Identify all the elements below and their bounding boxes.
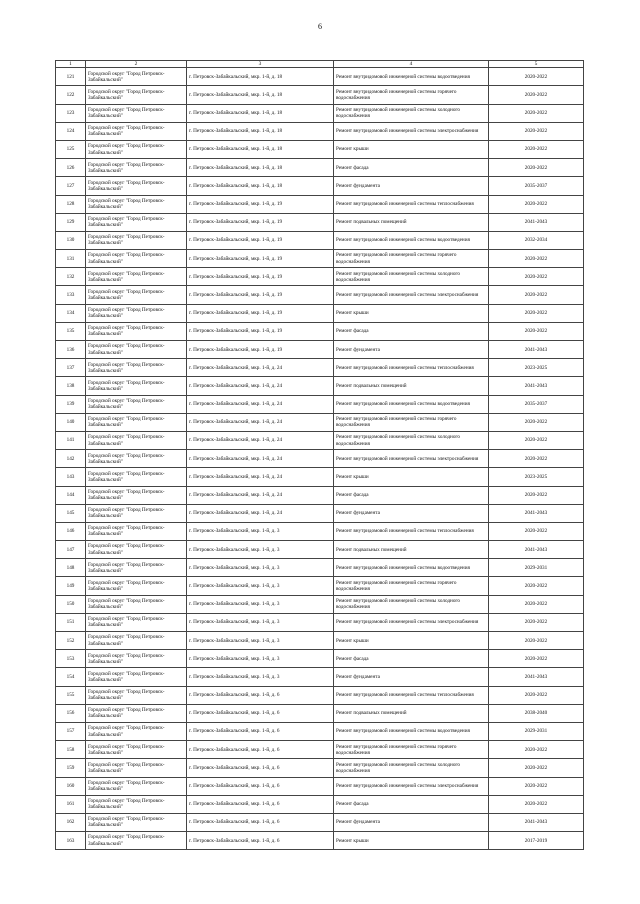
period-cell: 2020-2022: [489, 159, 584, 177]
address-cell: г. Петровск-Забайкальский, мкр. 1-й, д. 6: [187, 813, 334, 831]
address-cell: г. Петровск-Забайкальский, мкр. 1-й, д. 24: [187, 377, 334, 395]
work-type-cell: Ремонт фундамента: [334, 504, 489, 522]
municipality-cell: Городской округ "Город Петровск-Забайкальский": [86, 286, 187, 304]
municipality-cell: Городской округ "Город Петровск-Забайкальский": [86, 559, 187, 577]
address-cell: г. Петровск-Забайкальский, мкр. 1-й, д. 24: [187, 359, 334, 377]
municipality-cell: Городской округ "Город Петровск-Забайкальский": [86, 504, 187, 522]
row-number-cell: 147: [56, 541, 86, 559]
table-row: [56, 795, 584, 813]
row-number-cell: 163: [56, 832, 86, 850]
table-row: [56, 231, 584, 249]
period-cell: 2020-2022: [489, 741, 584, 759]
work-type-cell: Ремонт подвальных помещений: [334, 541, 489, 559]
row-number-cell: 148: [56, 559, 86, 577]
row-number-cell: 125: [56, 140, 86, 158]
municipality-cell: Городской округ "Город Петровск-Забайкальский": [86, 68, 187, 86]
row-number-cell: 124: [56, 122, 86, 140]
row-number-cell: 134: [56, 304, 86, 322]
repair-schedule-table: [55, 60, 584, 850]
table-row: [56, 595, 584, 613]
table-row: [56, 668, 584, 686]
municipality-cell: Городской округ "Город Петровск-Забайкальский": [86, 813, 187, 831]
period-cell: 2020-2022: [489, 650, 584, 668]
municipality-cell: Городской округ "Город Петровск-Забайкальский": [86, 268, 187, 286]
row-number-cell: 142: [56, 450, 86, 468]
period-cell: 2023-2025: [489, 468, 584, 486]
municipality-cell: Городской округ "Город Петровск-Забайкальский": [86, 250, 187, 268]
period-cell: 2020-2022: [489, 104, 584, 122]
column-header: 5: [489, 61, 584, 68]
work-type-cell: Ремонт внутридомовой инженерной системы теплоснабжения: [334, 686, 489, 704]
address-cell: г. Петровск-Забайкальский, мкр. 1-й, д. 18: [187, 86, 334, 104]
period-cell: 2020-2022: [489, 595, 584, 613]
address-cell: г. Петровск-Забайкальский, мкр. 1-й, д. 24: [187, 468, 334, 486]
table-row: [56, 632, 584, 650]
work-type-cell: Ремонт внутридомовой инженерной системы холодного водоснабжения: [334, 431, 489, 449]
table-row: [56, 268, 584, 286]
work-type-cell: Ремонт внутридомовой инженерной системы холодного водоснабжения: [334, 595, 489, 613]
table-row: [56, 122, 584, 140]
municipality-cell: Городской округ "Город Петровск-Забайкальский": [86, 795, 187, 813]
row-number-cell: 144: [56, 486, 86, 504]
municipality-cell: Городской округ "Город Петровск-Забайкальский": [86, 122, 187, 140]
table-row: [56, 486, 584, 504]
work-type-cell: Ремонт крыши: [334, 468, 489, 486]
work-type-cell: Ремонт внутридомовой инженерной системы горячего водоснабжения: [334, 741, 489, 759]
municipality-cell: Городской округ "Город Петровск-Забайкальский": [86, 322, 187, 340]
table-row: [56, 777, 584, 795]
table-body: [56, 68, 584, 850]
address-cell: г. Петровск-Забайкальский, мкр. 1-й, д. 6: [187, 832, 334, 850]
table-row: [56, 741, 584, 759]
row-number-cell: 149: [56, 577, 86, 595]
work-type-cell: Ремонт крыши: [334, 832, 489, 850]
period-cell: 2020-2022: [489, 522, 584, 540]
work-type-cell: Ремонт фундамента: [334, 813, 489, 831]
table-row: [56, 650, 584, 668]
period-cell: 2032-2034: [489, 231, 584, 249]
municipality-cell: Городской округ "Город Петровск-Забайкальский": [86, 486, 187, 504]
period-cell: 2020-2022: [489, 413, 584, 431]
period-cell: 2020-2022: [489, 140, 584, 158]
period-cell: 2035-2037: [489, 395, 584, 413]
period-cell: 2020-2022: [489, 68, 584, 86]
work-type-cell: Ремонт внутридомовой инженерной системы холодного водоснабжения: [334, 104, 489, 122]
work-type-cell: Ремонт внутридомовой инженерной системы электроснабжения: [334, 286, 489, 304]
address-cell: г. Петровск-Забайкальский, мкр. 1-й, д. 24: [187, 486, 334, 504]
address-cell: г. Петровск-Забайкальский, мкр. 1-й, д. 18: [187, 140, 334, 158]
municipality-cell: Городской округ "Город Петровск-Забайкальский": [86, 595, 187, 613]
address-cell: г. Петровск-Забайкальский, мкр. 1-й, д. 24: [187, 395, 334, 413]
work-type-cell: Ремонт фасада: [334, 159, 489, 177]
row-number-cell: 137: [56, 359, 86, 377]
table-row: [56, 159, 584, 177]
period-cell: 2020-2022: [489, 686, 584, 704]
table-row: [56, 177, 584, 195]
row-number-cell: 158: [56, 741, 86, 759]
work-type-cell: Ремонт внутридомовой инженерной системы электроснабжения: [334, 122, 489, 140]
table-row: [56, 322, 584, 340]
period-cell: 2017-2019: [489, 832, 584, 850]
address-cell: г. Петровск-Забайкальский, мкр. 1-й, д. 3: [187, 668, 334, 686]
period-cell: 2023-2025: [489, 359, 584, 377]
row-number-cell: 154: [56, 668, 86, 686]
address-cell: г. Петровск-Забайкальский, мкр. 1-й, д. 6: [187, 722, 334, 740]
municipality-cell: Городской округ "Город Петровск-Забайкальский": [86, 177, 187, 195]
work-type-cell: Ремонт фундамента: [334, 341, 489, 359]
work-type-cell: Ремонт крыши: [334, 140, 489, 158]
municipality-cell: Городской округ "Город Петровск-Забайкальский": [86, 522, 187, 540]
row-number-cell: 130: [56, 231, 86, 249]
municipality-cell: Городской округ "Город Петровск-Забайкальский": [86, 741, 187, 759]
municipality-cell: Городской округ "Город Петровск-Забайкальский": [86, 86, 187, 104]
work-type-cell: Ремонт фундамента: [334, 668, 489, 686]
address-cell: г. Петровск-Забайкальский, мкр. 1-й, д. 19: [187, 304, 334, 322]
column-header: 3: [187, 61, 334, 68]
work-type-cell: Ремонт внутридомовой инженерной системы электроснабжения: [334, 450, 489, 468]
row-number-cell: 136: [56, 341, 86, 359]
row-number-cell: 159: [56, 759, 86, 777]
work-type-cell: Ремонт внутридомовой инженерной системы горячего водоснабжения: [334, 250, 489, 268]
municipality-cell: Городской округ "Город Петровск-Забайкальский": [86, 140, 187, 158]
period-cell: 2020-2022: [489, 759, 584, 777]
address-cell: г. Петровск-Забайкальский, мкр. 1-й, д. 19: [187, 286, 334, 304]
period-cell: 2041-2043: [489, 541, 584, 559]
row-number-cell: 151: [56, 613, 86, 631]
address-cell: г. Петровск-Забайкальский, мкр. 1-й, д. 3: [187, 577, 334, 595]
row-number-cell: 153: [56, 650, 86, 668]
table-row: [56, 195, 584, 213]
table-row: [56, 704, 584, 722]
municipality-cell: Городской округ "Город Петровск-Забайкальский": [86, 450, 187, 468]
address-cell: г. Петровск-Забайкальский, мкр. 1-й, д. 6: [187, 741, 334, 759]
address-cell: г. Петровск-Забайкальский, мкр. 1-й, д. 19: [187, 250, 334, 268]
table-row: [56, 468, 584, 486]
period-cell: 2041-2043: [489, 668, 584, 686]
address-cell: г. Петровск-Забайкальский, мкр. 1-й, д. 18: [187, 122, 334, 140]
address-cell: г. Петровск-Забайкальский, мкр. 1-й, д. 3: [187, 595, 334, 613]
work-type-cell: Ремонт внутридомовой инженерной системы горячего водоснабжения: [334, 413, 489, 431]
work-type-cell: Ремонт фасада: [334, 650, 489, 668]
row-number-cell: 131: [56, 250, 86, 268]
address-cell: г. Петровск-Забайкальский, мкр. 1-й, д. 3: [187, 632, 334, 650]
row-number-cell: 152: [56, 632, 86, 650]
municipality-cell: Городской округ "Город Петровск-Забайкальский": [86, 759, 187, 777]
table-row: [56, 541, 584, 559]
row-number-cell: 127: [56, 177, 86, 195]
municipality-cell: Городской округ "Город Петровск-Забайкальский": [86, 541, 187, 559]
address-cell: г. Петровск-Забайкальский, мкр. 1-й, д. 18: [187, 104, 334, 122]
municipality-cell: Городской округ "Город Петровск-Забайкальский": [86, 213, 187, 231]
table-row: [56, 140, 584, 158]
municipality-cell: Городской округ "Город Петровск-Забайкальский": [86, 413, 187, 431]
period-cell: 2020-2022: [489, 268, 584, 286]
work-type-cell: Ремонт внутридомовой инженерной системы холодного водоснабжения: [334, 759, 489, 777]
row-number-cell: 128: [56, 195, 86, 213]
row-number-cell: 126: [56, 159, 86, 177]
table-row: [56, 68, 584, 86]
work-type-cell: Ремонт крыши: [334, 304, 489, 322]
address-cell: г. Петровск-Забайкальский, мкр. 1-й, д. 6: [187, 759, 334, 777]
row-number-cell: 133: [56, 286, 86, 304]
municipality-cell: Городской округ "Город Петровск-Забайкальский": [86, 777, 187, 795]
work-type-cell: Ремонт внутридомовой инженерной системы теплоснабжения: [334, 522, 489, 540]
row-number-cell: 141: [56, 431, 86, 449]
municipality-cell: Городской округ "Город Петровск-Забайкальский": [86, 341, 187, 359]
period-cell: 2029-2031: [489, 559, 584, 577]
work-type-cell: Ремонт внутридомовой инженерной системы водоотведения: [334, 395, 489, 413]
period-cell: 2020-2022: [489, 777, 584, 795]
row-number-cell: 132: [56, 268, 86, 286]
row-number-cell: 122: [56, 86, 86, 104]
municipality-cell: Городской округ "Город Петровск-Забайкальский": [86, 159, 187, 177]
table-row: [56, 377, 584, 395]
period-cell: 2020-2022: [489, 250, 584, 268]
address-cell: г. Петровск-Забайкальский, мкр. 1-й, д. 24: [187, 413, 334, 431]
municipality-cell: Городской округ "Город Петровск-Забайкальский": [86, 613, 187, 631]
table-row: [56, 395, 584, 413]
address-cell: г. Петровск-Забайкальский, мкр. 1-й, д. 3: [187, 559, 334, 577]
address-cell: г. Петровск-Забайкальский, мкр. 1-й, д. 6: [187, 704, 334, 722]
table-row: [56, 431, 584, 449]
table-row: [56, 522, 584, 540]
period-cell: 2020-2022: [489, 431, 584, 449]
address-cell: г. Петровск-Забайкальский, мкр. 1-й, д. 18: [187, 68, 334, 86]
row-number-cell: 160: [56, 777, 86, 795]
address-cell: г. Петровск-Забайкальский, мкр. 1-й, д. 24: [187, 431, 334, 449]
address-cell: г. Петровск-Забайкальский, мкр. 1-й, д. 3: [187, 613, 334, 631]
row-number-cell: 135: [56, 322, 86, 340]
address-cell: г. Петровск-Забайкальский, мкр. 1-й, д. 24: [187, 450, 334, 468]
period-cell: 2020-2022: [489, 613, 584, 631]
row-number-cell: 155: [56, 686, 86, 704]
address-cell: г. Петровск-Забайкальский, мкр. 1-й, д. 18: [187, 159, 334, 177]
work-type-cell: Ремонт внутридомовой инженерной системы теплоснабжения: [334, 359, 489, 377]
work-type-cell: Ремонт внутридомовой инженерной системы электроснабжения: [334, 613, 489, 631]
address-cell: г. Петровск-Забайкальский, мкр. 1-й, д. 3: [187, 541, 334, 559]
period-cell: 2041-2043: [489, 813, 584, 831]
page-number: 6: [318, 22, 322, 31]
municipality-cell: Городской округ "Город Петровск-Забайкальский": [86, 686, 187, 704]
period-cell: 2020-2022: [489, 795, 584, 813]
table-row: [56, 413, 584, 431]
period-cell: 2041-2043: [489, 213, 584, 231]
address-cell: г. Петровск-Забайкальский, мкр. 1-й, д. 3: [187, 522, 334, 540]
row-number-cell: 143: [56, 468, 86, 486]
row-number-cell: 156: [56, 704, 86, 722]
work-type-cell: Ремонт внутридомовой инженерной системы теплоснабжения: [334, 195, 489, 213]
period-cell: 2020-2022: [489, 286, 584, 304]
work-type-cell: Ремонт подвальных помещений: [334, 213, 489, 231]
municipality-cell: Городской округ "Город Петровск-Забайкальский": [86, 468, 187, 486]
work-type-cell: Ремонт подвальных помещений: [334, 377, 489, 395]
municipality-cell: Городской округ "Город Петровск-Забайкальский": [86, 104, 187, 122]
work-type-cell: Ремонт внутридомовой инженерной системы водоотведения: [334, 722, 489, 740]
row-number-cell: 145: [56, 504, 86, 522]
period-cell: 2020-2022: [489, 86, 584, 104]
address-cell: г. Петровск-Забайкальский, мкр. 1-й, д. 19: [187, 322, 334, 340]
column-header: 2: [86, 61, 187, 68]
row-number-cell: 139: [56, 395, 86, 413]
municipality-cell: Городской округ "Город Петровск-Забайкальский": [86, 832, 187, 850]
address-cell: г. Петровск-Забайкальский, мкр. 1-й, д. 19: [187, 341, 334, 359]
period-cell: 2020-2022: [489, 486, 584, 504]
work-type-cell: Ремонт внутридомовой инженерной системы водоотведения: [334, 231, 489, 249]
row-number-cell: 161: [56, 795, 86, 813]
column-header: 4: [334, 61, 489, 68]
table-row: [56, 213, 584, 231]
municipality-cell: Городской округ "Город Петровск-Забайкальский": [86, 195, 187, 213]
row-number-cell: 123: [56, 104, 86, 122]
work-type-cell: Ремонт внутридомовой инженерной системы водоотведения: [334, 68, 489, 86]
table-row: [56, 759, 584, 777]
work-type-cell: Ремонт подвальных помещений: [334, 704, 489, 722]
header-row: [56, 61, 584, 68]
address-cell: г. Петровск-Забайкальский, мкр. 1-й, д. 6: [187, 686, 334, 704]
period-cell: 2041-2043: [489, 341, 584, 359]
municipality-cell: Городской округ "Город Петровск-Забайкальский": [86, 231, 187, 249]
work-type-cell: Ремонт фасада: [334, 322, 489, 340]
period-cell: 2035-2037: [489, 177, 584, 195]
table-row: [56, 286, 584, 304]
address-cell: г. Петровск-Забайкальский, мкр. 1-й, д. 19: [187, 231, 334, 249]
address-cell: г. Петровск-Забайкальский, мкр. 1-й, д. 18: [187, 177, 334, 195]
table-row: [56, 341, 584, 359]
table-row: [56, 86, 584, 104]
table-row: [56, 832, 584, 850]
table-row: [56, 577, 584, 595]
municipality-cell: Городской округ "Город Петровск-Забайкальский": [86, 377, 187, 395]
work-type-cell: Ремонт крыши: [334, 632, 489, 650]
table-row: [56, 504, 584, 522]
municipality-cell: Городской округ "Город Петровск-Забайкальский": [86, 577, 187, 595]
row-number-cell: 150: [56, 595, 86, 613]
work-type-cell: Ремонт фундамента: [334, 177, 489, 195]
municipality-cell: Городской округ "Город Петровск-Забайкальский": [86, 632, 187, 650]
row-number-cell: 138: [56, 377, 86, 395]
table-row: [56, 813, 584, 831]
table-row: [56, 304, 584, 322]
row-number-cell: 121: [56, 68, 86, 86]
table-row: [56, 559, 584, 577]
table-row: [56, 613, 584, 631]
table-row: [56, 450, 584, 468]
municipality-cell: Городской округ "Город Петровск-Забайкальский": [86, 668, 187, 686]
work-type-cell: Ремонт внутридомовой инженерной системы водоотведения: [334, 559, 489, 577]
municipality-cell: Городской округ "Город Петровск-Забайкальский": [86, 722, 187, 740]
period-cell: 2020-2022: [489, 122, 584, 140]
column-header: 1: [56, 61, 86, 68]
address-cell: г. Петровск-Забайкальский, мкр. 1-й, д. 3: [187, 650, 334, 668]
table-row: [56, 722, 584, 740]
work-type-cell: Ремонт внутридомовой инженерной системы холодного водоснабжения: [334, 268, 489, 286]
address-cell: г. Петровск-Забайкальский, мкр. 1-й, д. 19: [187, 268, 334, 286]
municipality-cell: Городской округ "Город Петровск-Забайкальский": [86, 650, 187, 668]
table-row: [56, 250, 584, 268]
period-cell: 2020-2022: [489, 577, 584, 595]
address-cell: г. Петровск-Забайкальский, мкр. 1-й, д. 6: [187, 795, 334, 813]
row-number-cell: 140: [56, 413, 86, 431]
municipality-cell: Городской округ "Город Петровск-Забайкальский": [86, 395, 187, 413]
period-cell: 2029-2031: [489, 722, 584, 740]
municipality-cell: Городской округ "Город Петровск-Забайкальский": [86, 704, 187, 722]
address-cell: г. Петровск-Забайкальский, мкр. 1-й, д. 6: [187, 777, 334, 795]
work-type-cell: Ремонт фасада: [334, 795, 489, 813]
period-cell: 2020-2022: [489, 322, 584, 340]
row-number-cell: 162: [56, 813, 86, 831]
row-number-cell: 146: [56, 522, 86, 540]
municipality-cell: Городской округ "Город Петровск-Забайкальский": [86, 431, 187, 449]
period-cell: 2041-2043: [489, 377, 584, 395]
address-cell: г. Петровск-Забайкальский, мкр. 1-й, д. 19: [187, 195, 334, 213]
work-type-cell: Ремонт внутридомовой инженерной системы горячего водоснабжения: [334, 577, 489, 595]
work-type-cell: Ремонт внутридомовой инженерной системы электроснабжения: [334, 777, 489, 795]
period-cell: 2020-2022: [489, 632, 584, 650]
period-cell: 2038-2040: [489, 704, 584, 722]
table-row: [56, 686, 584, 704]
row-number-cell: 157: [56, 722, 86, 740]
address-cell: г. Петровск-Забайкальский, мкр. 1-й, д. 24: [187, 504, 334, 522]
period-cell: 2020-2022: [489, 450, 584, 468]
table-row: [56, 104, 584, 122]
municipality-cell: Городской округ "Город Петровск-Забайкальский": [86, 304, 187, 322]
row-number-cell: 129: [56, 213, 86, 231]
table-row: [56, 359, 584, 377]
period-cell: 2041-2043: [489, 504, 584, 522]
address-cell: г. Петровск-Забайкальский, мкр. 1-й, д. 19: [187, 213, 334, 231]
work-type-cell: Ремонт внутридомовой инженерной системы горячего водоснабжения: [334, 86, 489, 104]
period-cell: 2020-2022: [489, 195, 584, 213]
period-cell: 2020-2022: [489, 304, 584, 322]
municipality-cell: Городской округ "Город Петровск-Забайкальский": [86, 359, 187, 377]
work-type-cell: Ремонт фасада: [334, 486, 489, 504]
